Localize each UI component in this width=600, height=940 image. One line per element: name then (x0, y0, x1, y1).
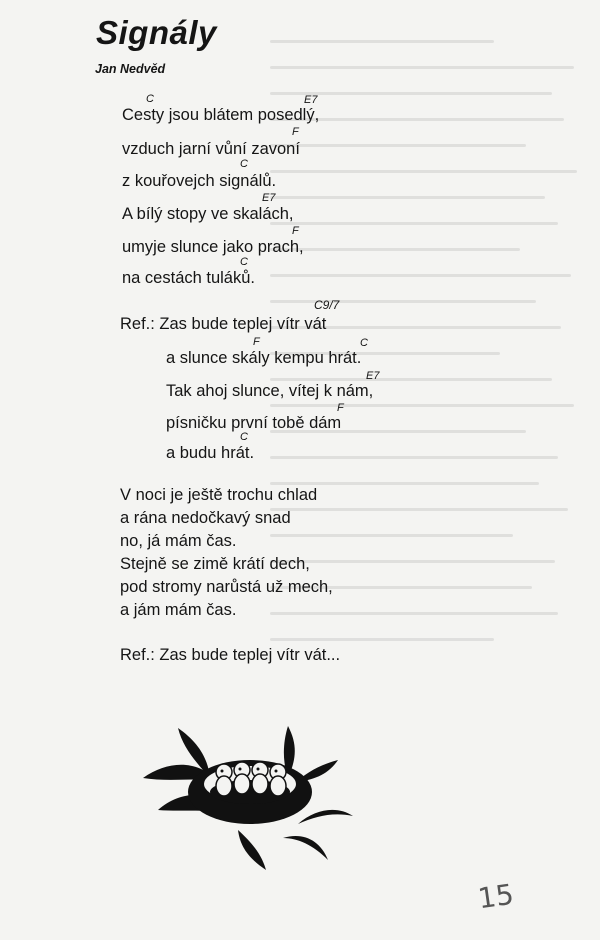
lyric-line: Cesty jsou blátem posedlý, (122, 106, 320, 124)
chord: C (146, 93, 154, 105)
chord: C (240, 256, 248, 268)
chord: F (292, 126, 299, 138)
refrain-line: Tak ahoj slunce, vítej k nám, (166, 382, 374, 400)
chord: F (337, 402, 344, 414)
nest-illustration (138, 720, 358, 870)
chord: F (292, 225, 299, 237)
chord: C (360, 337, 368, 349)
lyric-line: V noci je ještě trochu chlad (120, 486, 318, 504)
lyric-line: na cestách tuláků. (122, 269, 255, 287)
lyric-line: z kouřovejch signálů. (122, 172, 277, 190)
lyric-line: a jám mám čas. (120, 601, 237, 619)
chord: C (240, 431, 248, 443)
chord: C9/7 (314, 298, 340, 312)
song-author: Jan Nedvěd (95, 62, 166, 76)
page-number: 15 (475, 877, 516, 916)
refrain-line: a slunce skály kempu hrát. (166, 349, 362, 367)
chord: F (253, 336, 260, 348)
lyric-line: Stejně se zimě krátí dech, (120, 555, 310, 573)
song-title: Signály (96, 14, 217, 51)
lyric-line: no, já mám čas. (120, 532, 237, 550)
lyric-line: pod stromy narůstá už mech, (120, 578, 333, 596)
lyric-line: umyje slunce jako prach, (122, 238, 304, 256)
lyric-line: vzduch jarní vůní zavoní (122, 140, 300, 158)
refrain-line: písničku první tobě dám (166, 414, 342, 432)
chord: E7 (262, 192, 276, 204)
refrain-line: Ref.: Zas bude teplej vítr vát (120, 315, 327, 333)
refrain-line: Ref.: Zas bude teplej vítr vát... (120, 646, 341, 664)
refrain-line: a budu hrát. (166, 444, 255, 462)
chord: C (240, 158, 248, 170)
chord: E7 (366, 370, 380, 382)
chord: E7 (304, 94, 318, 106)
lyric-line: a rána nedočkavý snad (120, 509, 291, 527)
lyric-line: A bílý stopy ve skalách, (122, 205, 294, 223)
